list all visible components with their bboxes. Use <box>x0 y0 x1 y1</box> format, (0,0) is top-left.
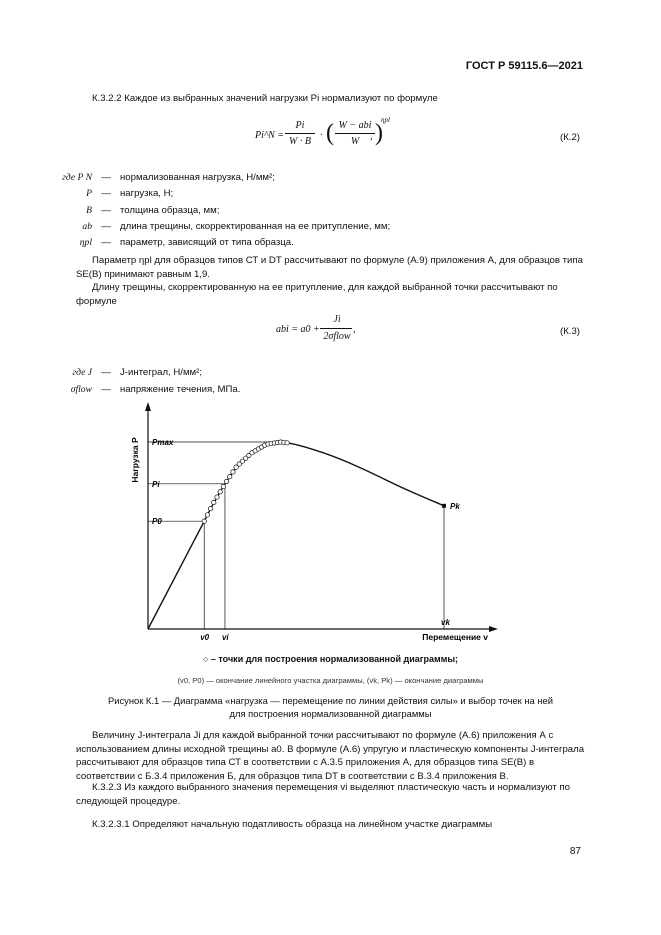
data-point-circle <box>212 500 216 504</box>
chart-legend-note: (v0, P0) — окончание линейного участка диаграммы, (vk, Pk) — окончание диаграммы <box>177 676 484 685</box>
legend2-text: J-интеграл, Н/мм²; <box>120 367 203 378</box>
formula-k3-num: Ji <box>333 314 341 325</box>
legend1-label: ab <box>82 221 92 232</box>
y-axis-label: Нагрузка P <box>130 437 140 483</box>
legend2-label: σflow <box>70 384 92 395</box>
load-curve <box>148 443 444 629</box>
para-k3231: К.3.2.3.1 Определяют начальную податливость образца на линейном участке диаграммы <box>92 819 493 830</box>
data-point-circle <box>215 495 219 499</box>
para-crack: Длину трещины, скорректированную на ее притупление, для каждой выбранной точки рассчитывают по формуле <box>76 282 558 307</box>
legend1-label: P <box>86 188 92 199</box>
x-axis-label: Перемещение v <box>422 632 488 642</box>
legend1-text: длина трещины, скорректированная на ее притупление, мм; <box>120 221 391 232</box>
legend2-label: где J <box>72 367 92 378</box>
legend1-text: нагрузка, Н; <box>120 188 174 199</box>
para-eta: Параметр ηpl для образцов типов СТ и DT рассчитывают по формуле (А.9) приложения А, для образцов типа SE(B) принимают равным 1,9. <box>76 255 583 280</box>
legend1-text: толщина образца, мм; <box>120 205 220 216</box>
label-pmax: Pmax <box>152 438 174 447</box>
figure-caption-line2: для построения нормализованной диаграммы <box>229 708 432 719</box>
legend-dash: — <box>101 172 111 183</box>
data-point-circle <box>218 490 222 494</box>
standard-header: ГОСТ Р 59115.6—2021 <box>465 60 583 72</box>
para-k323: К.3.2.3 Из каждого выбранного значения перемещения vi выделяют пластическую часть и нормализуют по следующей процедуре. <box>76 782 570 807</box>
legend1-row <box>44 172 275 183</box>
legend-dash: — <box>101 188 111 199</box>
legend-dash: — <box>101 205 111 216</box>
formula-k2-frac-den: W · B <box>289 136 311 147</box>
formula-k3-tail: , <box>353 324 356 335</box>
legend1-label: ηpl <box>79 237 92 248</box>
formula-k2: Pi^N = Pi W · B · ( W − abi W ) ηpl <box>255 116 390 147</box>
section-k322-text: К.3.2.2 Каждое из выбранных значений нагрузки Pi нормализуют по формуле <box>92 93 438 104</box>
data-point-circle <box>285 441 289 445</box>
label-pk: Pk <box>450 501 460 511</box>
figure-caption-line1: Рисунок К.1 — Диаграмма «нагрузка — перемещение по линии действия силы» и выбор точек на ней <box>107 695 554 706</box>
legend-dash: — <box>101 237 111 248</box>
page-number: 87 <box>569 846 581 857</box>
formula-k2-dot: · <box>320 130 323 141</box>
legend1-row <box>44 221 390 232</box>
legend1-row <box>44 237 294 248</box>
label-vk: vk <box>441 618 450 627</box>
formula-k2-paren-den: W <box>350 136 360 147</box>
data-point-circle <box>224 479 228 483</box>
y-axis-arrow-icon <box>145 402 151 411</box>
legend1-text: нормализованная нагрузка, Н/мм²; <box>120 172 275 183</box>
legend2-row <box>40 384 240 395</box>
formula-k2-number: (К.2) <box>560 132 580 143</box>
label-p0: P0 <box>152 517 162 527</box>
legend1-label: B <box>86 205 92 216</box>
legend1-text: параметр, зависящий от типа образца. <box>120 237 294 248</box>
legend1-row <box>44 205 219 216</box>
data-point-circle <box>208 506 212 510</box>
legend-dash: — <box>101 221 111 232</box>
formula-k2-paren-num: W − abi <box>338 120 372 131</box>
para-jint: Величину J-интеграла Ji для каждой выбранной точки рассчитывают по формуле (А.6) приложения А с использованием длины исходной трещины a0. В формуле (А.6) упругую и пластическую компоненты J-интеграла рассчитывают для образцов типа СТ в соответствии с А.3.5 приложения А, для образцов типа SE(B) в соответствии с Б.3.4 приложения Б, для образцов типа DT в соответствии с В.3.4 приложения В. <box>76 730 585 782</box>
x-axis-arrow-icon <box>489 626 498 632</box>
formula-k3-den: 2σflow <box>323 331 351 342</box>
legend-dash: — <box>101 367 111 378</box>
data-point-circle <box>205 513 209 517</box>
legend2-row <box>40 367 202 378</box>
label-v0: v0 <box>200 633 210 642</box>
legend1-row <box>44 188 173 199</box>
end-point-marker <box>442 504 446 508</box>
label-vi: vi <box>221 633 229 642</box>
legend2-text: напряжение течения, МПа. <box>120 384 241 395</box>
legend1-label: где P N <box>62 172 92 183</box>
data-point-circle <box>228 474 232 478</box>
formula-k2-lhs: Pi^N = <box>255 130 285 141</box>
load-displacement-chart <box>120 400 520 670</box>
formula-k2-frac-num: Pi <box>295 120 305 131</box>
chart-legend-circles: ○ – точки для построения нормализованной диаграммы; <box>202 654 459 664</box>
formula-k3-lhs: abi = a0 + <box>276 324 320 335</box>
data-point-circle <box>202 519 206 523</box>
formula-k2-exp: ηpl <box>381 116 390 124</box>
legend-dash: — <box>101 384 111 395</box>
data-point-circle <box>221 484 225 488</box>
label-pi: Pi <box>152 479 160 489</box>
formula-k2-tail: , <box>370 131 373 142</box>
data-point-circle <box>231 470 235 474</box>
formula-k3-number: (К.3) <box>560 326 580 337</box>
